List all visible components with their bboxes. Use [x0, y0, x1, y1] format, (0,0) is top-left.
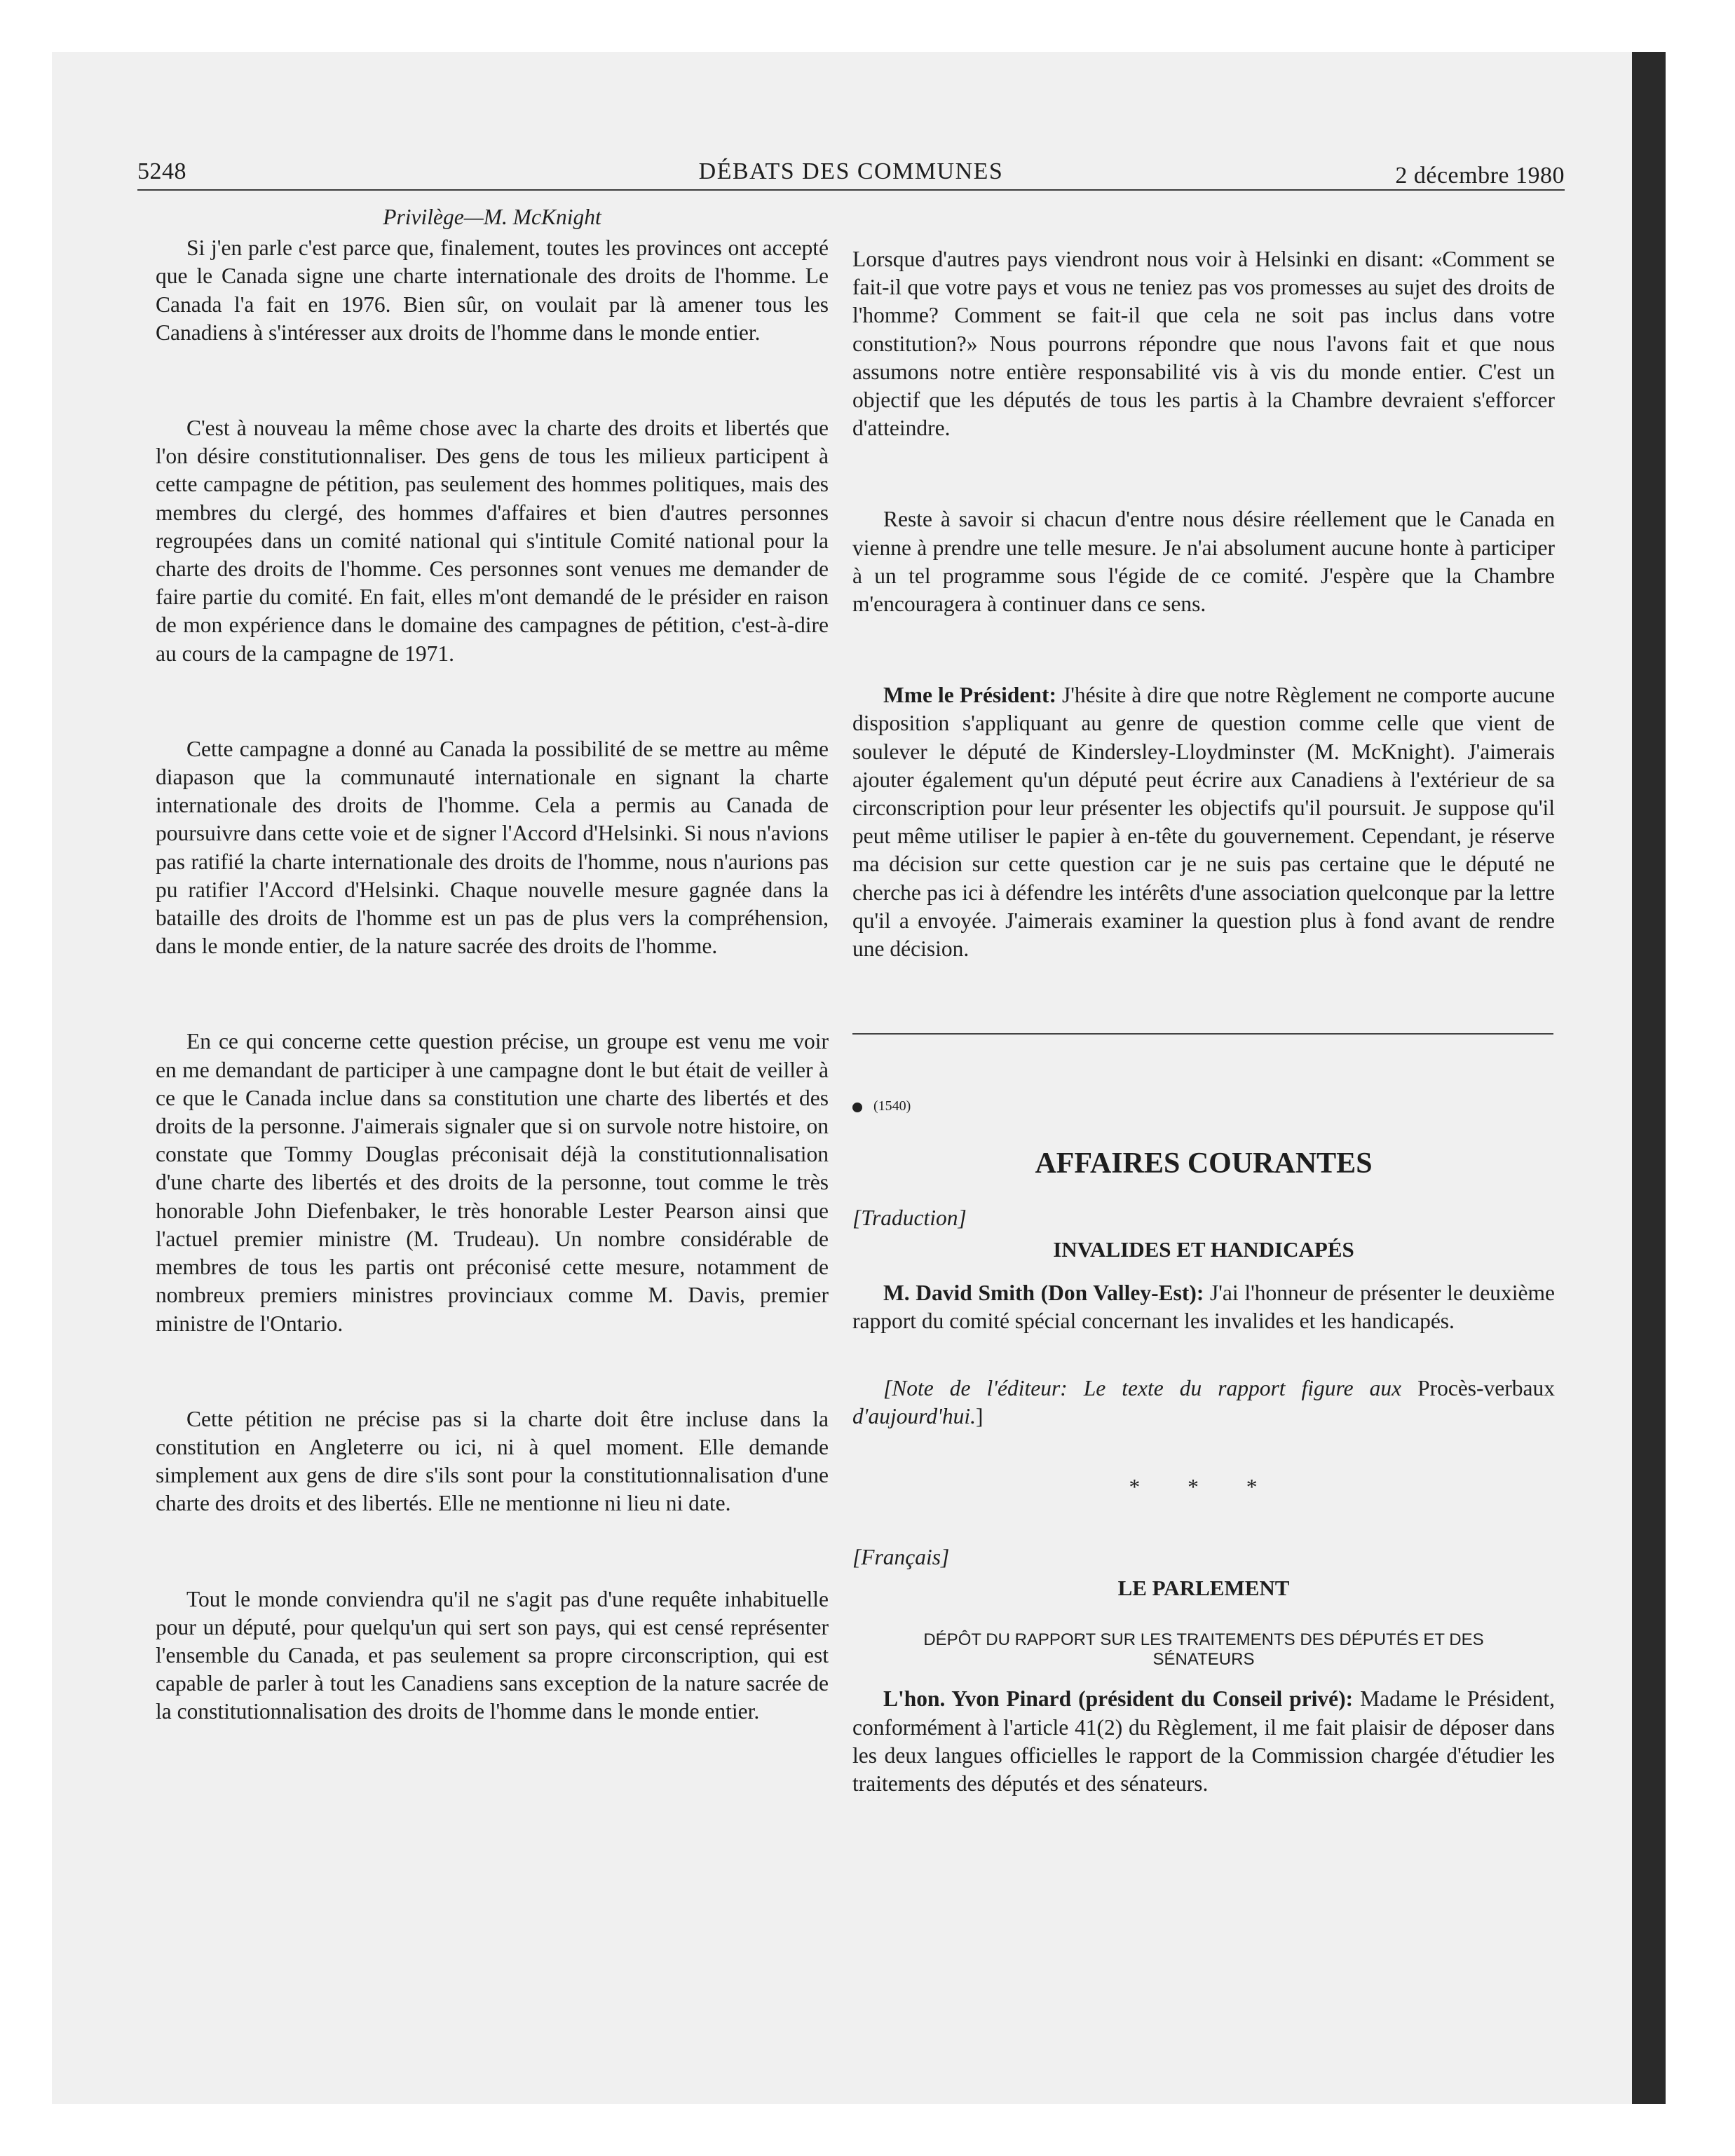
section-heading: AFFAIRES COURANTES — [1035, 1147, 1373, 1180]
page-header — [137, 158, 1565, 189]
left-column — [156, 203, 829, 1726]
editor-note: [Note de l'éditeur: Le texte du rapport figure aux Procès-verbaux d'aujourd'hui.] — [852, 1376, 1555, 1429]
header-rule — [137, 189, 1565, 191]
page-number: 5248 — [137, 158, 186, 184]
language-tag: [Français] — [852, 1544, 950, 1569]
subheading: LE PARLEMENT — [1117, 1576, 1290, 1601]
time-marker: (1540) — [852, 1092, 1555, 1120]
speaker-paragraph: M. David Smith (Don Valley-Est): J'ai l'honneur de présenter le deuxième rapport du comité spécial concernant les invalides et les handicapés. — [852, 1280, 1555, 1334]
speaker-name: L'hon. Yvon Pinard (président du Conseil privé): — [883, 1686, 1354, 1712]
paragraph: Si j'en parle c'est parce que, finalement, toutes les provinces ont accepté que le Canada signe une charte internationale des droits de l'homme. Le Canada l'a fait en 1976. Bien sûr, on voulait par là amener tous les Canadiens à s'intéresser aux droits de l'homme dans le monde entier. — [156, 236, 829, 345]
paragraph: En ce qui concerne cette question précise, un groupe est venu me voir en me demandant de participer à une campagne dont le but était de veiller à ce que le Canada inclue dans sa constitution une charte des libertés et des droits de la personne. J'aimerais signaler que si on survole notre histoire, on constate que Tommy Douglas préconisait déjà la constitutionnalisation d'une charte des libertés et des droits de la personne, tout comme le très honorable John Diefenbaker, le très honorable Lester Pearson ainsi que l'actuel premier ministre (M. Trudeau). Un nombre considérable de membres de tous les partis ont préconisé cette mesure, notamment de nombreux premiers ministres provinciaux comme M. Davis, premier ministre de l'Ontario. — [156, 1029, 829, 1336]
section-divider — [852, 1033, 1553, 1035]
paragraph: Tout le monde conviendra qu'il ne s'agit pas d'une requête inhabituelle pour un député, pour quelqu'un qui sert son pays, qui est censé représenter l'ensemble du Canada, et pas seulement sa propre circonscription, qui est capable de parler à tout les Canadiens sans exception de la nature sacrée de la constitutionnalisation des droits de l'homme dans le monde entier. — [156, 1586, 829, 1724]
sub-subheading: DÉPÔT DU RAPPORT SUR LES TRAITEMENTS DES DÉPUTÉS ET DES SÉNATEURS — [923, 1630, 1484, 1670]
paragraph: Cette campagne a donné au Canada la possibilité de se mettre au même diapason que la communauté internationale en signant la charte internationale des droits de l'homme. Cela a permis au Canada de poursuivre dans cette voie et de signer l'Accord d'Helsinki. Si nous n'avions pas ratifié la charte internationale des droits de l'homme, nous n'aurions pas pu ratifier l'Accord d'Helsinki. Chaque nouvelle mesure gagnée dans la bataille des droits de l'homme est un pas de plus vers la compréhension, dans le monde entier, de la nature sacrée des droits de l'homme. — [156, 736, 829, 959]
publication-date: 2 décembre 1980 — [1395, 163, 1565, 189]
running-head: Privilège—M. McKnight — [383, 205, 601, 229]
speaker-name: M. David Smith (Don Valley-Est): — [883, 1280, 1204, 1305]
speaker-paragraph: L'hon. Yvon Pinard (président du Conseil privé): Madame le Président, conformément à l'article 41(2) du Règlement, il me fait plaisir de déposer dans les deux langues officielles le rapport de la Commission chargée d'étudier les traitements des députés et des sénateurs. — [852, 1686, 1556, 1796]
bullet-icon — [852, 1103, 862, 1112]
right-column — [852, 245, 1555, 1798]
paragraph: C'est à nouveau la même chose avec la charte des droits et libertés que l'on désire constitutionnaliser. Des gens de tous les milieux participent à cette campagne de pétition, pas seulement des hommes politiques, mais des membres du clergé, des hommes d'affaires et bien d'autres personnes regroupées dans un comité national qui s'intitule Comité national pour la charte des droits de l'homme. Ces personnes sont venues me demander de faire partie du comité. En fait, elles m'ont demandé de le présider en raison de mon expérience dans le domaine des campagnes de pétition, c'est-à-dire au cours de la campagne de 1971. — [156, 416, 829, 666]
publication-title: DÉBATS DES COMMUNES — [698, 158, 1004, 184]
scan-edge-shadow — [1632, 52, 1666, 2104]
subheading: INVALIDES ET HANDICAPÉS — [1053, 1236, 1354, 1262]
speaker-paragraph: Mme le Président: J'hésite à dire que notre Règlement ne comporte aucune disposition s'appliquant au genre de question comme celle que vient de soulever le député de Kindersley-Lloydminster (M. McKnight). J'aimerais ajouter également qu'un député peut écrire aux Canadiens à l'extérieur de sa circonscription pour leur présenter les objectifs qu'il poursuit. Je suppose qu'il peut même utiliser le papier à en-tête du gouvernement. Cependant, je réserve ma décision sur cette question car je ne suis pas certaine que le député ne cherche pas ici à défendre les intérêts d'une association quelconque par la lettre qu'il a envoyée. J'aimerais examiner la question plus à fond avant de rendre une décision. — [852, 683, 1555, 962]
paragraph: Cette pétition ne précise pas si la charte doit être incluse dans la constitution en Angleterre ou ici, ni à quel moment. Elle demande simplement aux gens de dire s'ils sont pour la constitutionnalisation d'une charte des droits et des libertés. Elle ne mentionne ni lieu ni date. — [156, 1406, 829, 1516]
paragraph: Lorsque d'autres pays viendront nous voir à Helsinki en disant: «Comment se fait-il que votre pays et vous ne teniez pas vos promesses au sujet des droits de l'homme? Comment se fait-il que cela ne soit pas inclus dans votre constitution?» Nous pourrons répondre que nous l'avons fait et que nous assumons notre entière responsabilité vis à vis du monde entier. C'est un objectif que les députés de tous les partis à la Chambre devraient s'efforcer d'atteindre. — [852, 247, 1555, 441]
language-tag: [Traduction] — [852, 1206, 967, 1231]
separator-stars: * * * — [1129, 1474, 1279, 1499]
paragraph: Reste à savoir si chacun d'entre nous désire réellement que le Canada en vienne à prendre une telle mesure. Je n'ai absolument aucune honte à participer à un tel programme sous l'égide de ce comité. J'espère que la Chambre m'encouragera à continuer dans ce sens. — [852, 507, 1555, 617]
speaker-name: Mme le Président: — [883, 683, 1056, 708]
